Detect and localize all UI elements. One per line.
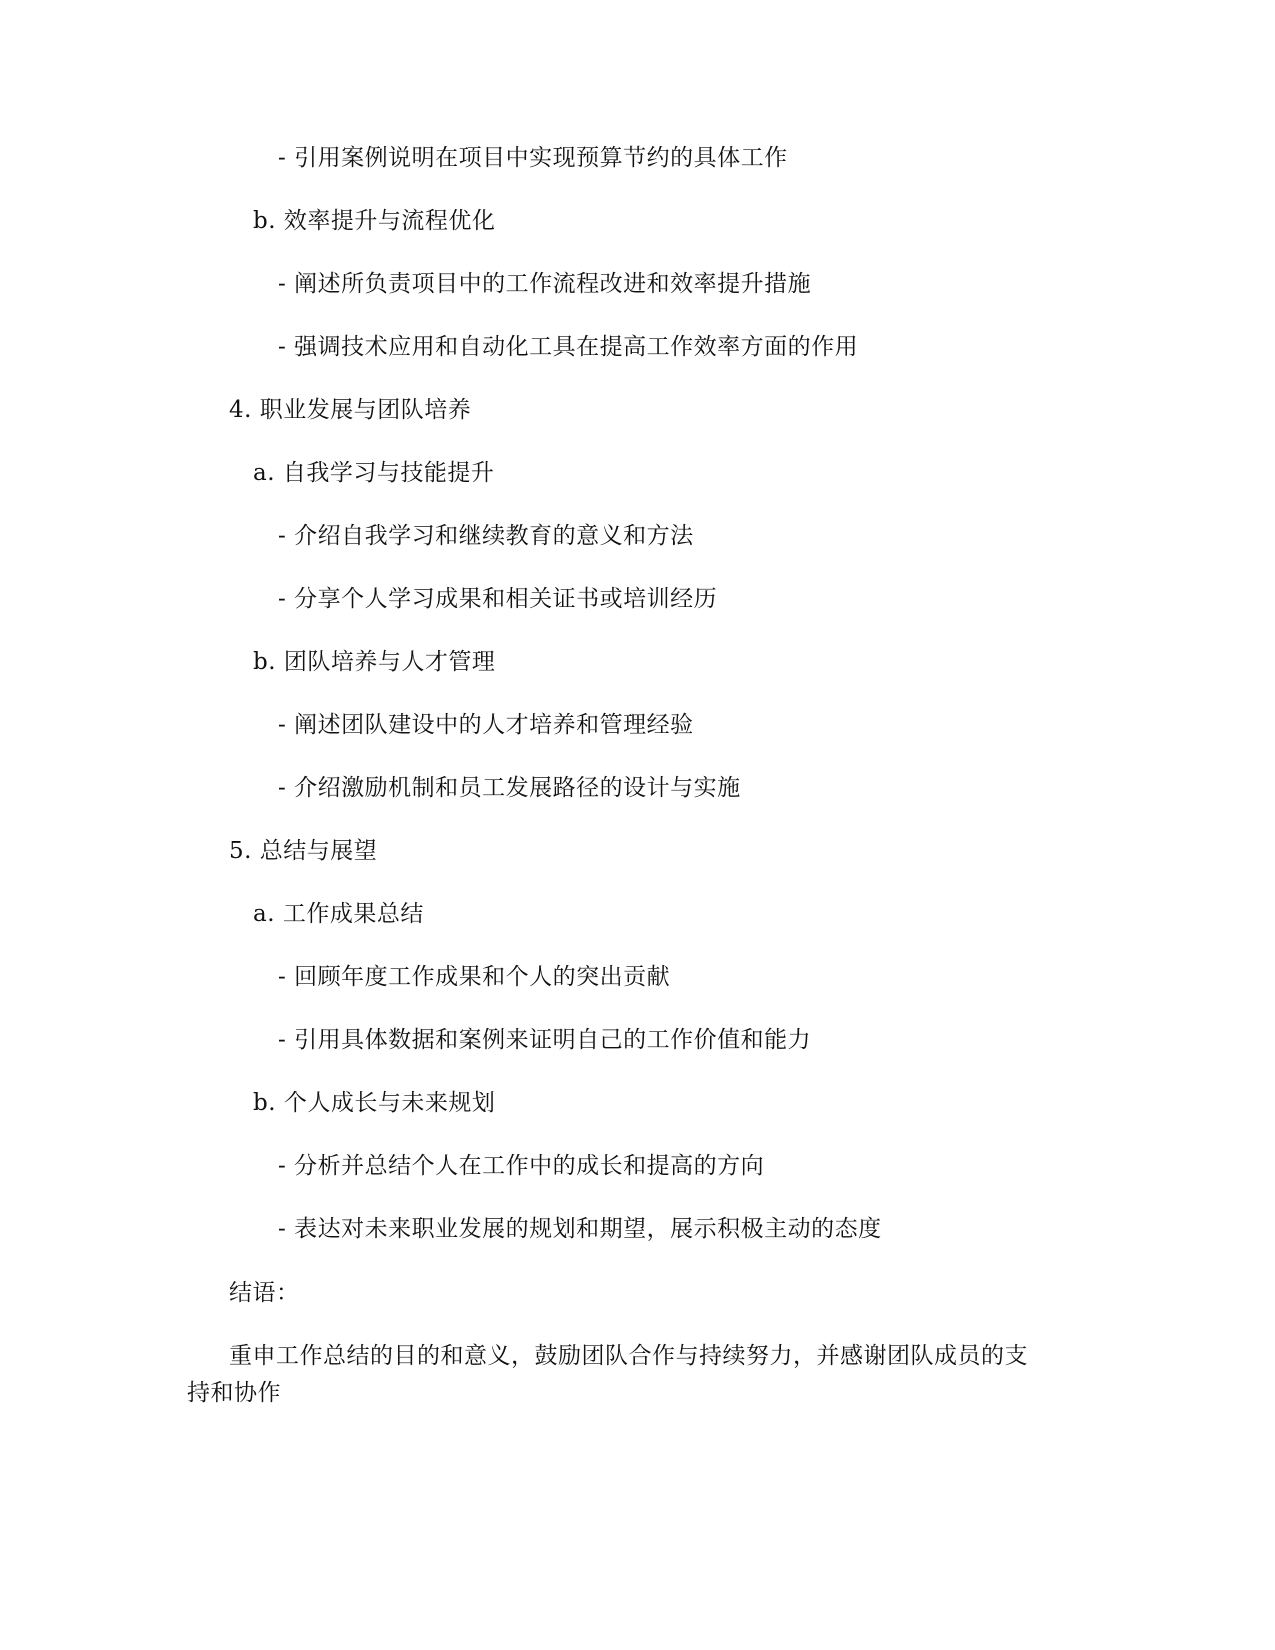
outline-subheading: b. 个人成长与未来规划 (253, 1090, 496, 1116)
outline-item: - 阐述所负责项目中的工作流程改进和效率提升措施 (278, 271, 812, 297)
outline-heading: 4. 职业发展与团队培养 (229, 397, 472, 423)
closing-paragraph-line: 重申工作总结的目的和意义，鼓励团队合作与持续努力，并感谢团队成员的支 (229, 1343, 1028, 1369)
outline-subheading: a. 自我学习与技能提升 (253, 460, 495, 486)
outline-item: - 引用案例说明在项目中实现预算节约的具体工作 (278, 145, 788, 171)
closing-paragraph-line: 持和协作 (187, 1380, 281, 1406)
outline-item: - 强调技术应用和自动化工具在提高工作效率方面的作用 (278, 334, 859, 360)
outline-subheading: b. 效率提升与流程优化 (253, 208, 496, 234)
outline-item: - 表达对未来职业发展的规划和期望，展示积极主动的态度 (278, 1216, 882, 1242)
outline-item: - 分析并总结个人在工作中的成长和提高的方向 (278, 1153, 765, 1179)
outline-subheading: b. 团队培养与人才管理 (253, 649, 496, 675)
closing-heading: 结语： (229, 1280, 300, 1306)
outline-item: - 引用具体数据和案例来证明自己的工作价值和能力 (278, 1027, 812, 1053)
outline-item: - 分享个人学习成果和相关证书或培训经历 (278, 586, 718, 612)
outline-item: - 回顾年度工作成果和个人的突出贡献 (278, 964, 671, 990)
outline-subheading: a. 工作成果总结 (253, 901, 424, 927)
outline-item: - 介绍激励机制和员工发展路径的设计与实施 (278, 775, 741, 801)
outline-heading: 5. 总结与展望 (229, 838, 378, 864)
outline-item: - 阐述团队建设中的人才培养和管理经验 (278, 712, 694, 738)
outline-item: - 介绍自我学习和继续教育的意义和方法 (278, 523, 694, 549)
